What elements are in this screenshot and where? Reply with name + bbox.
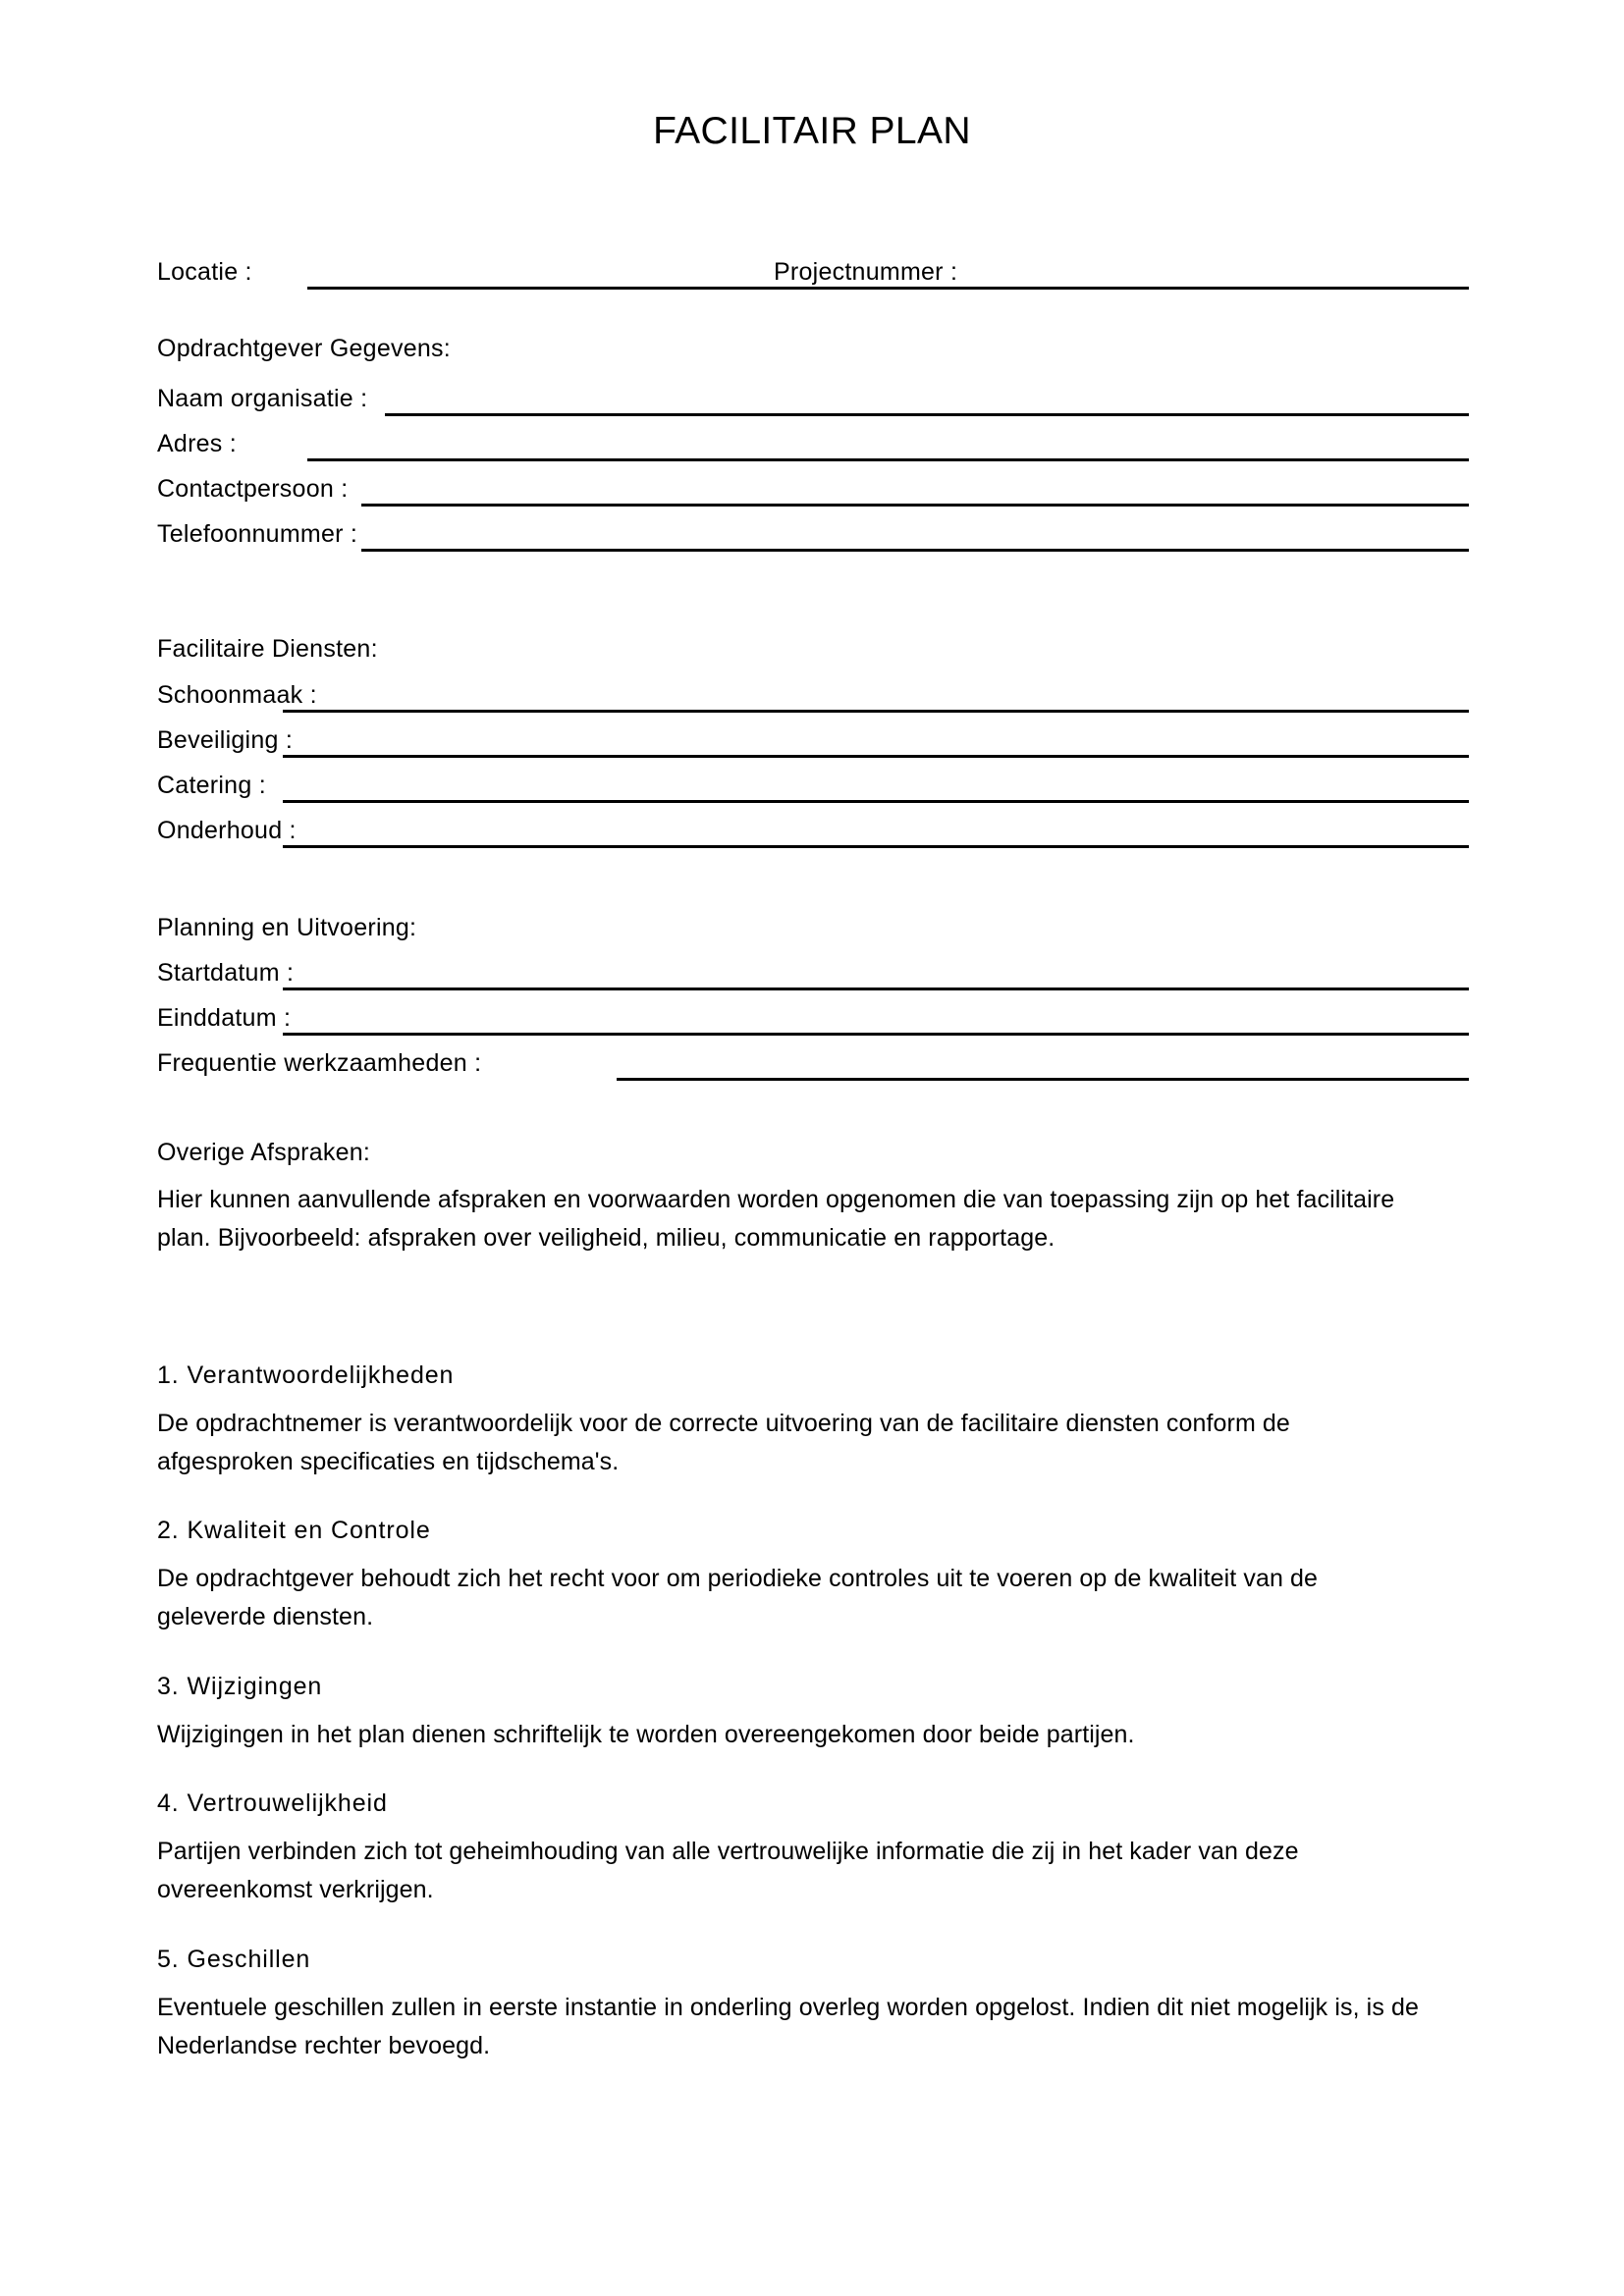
projectnummer-label: Projectnummer : xyxy=(774,258,958,286)
clause-1-body: De opdrachtnemer is verantwoordelijk voor de correcte uitvoering van de facilitaire diensten conform de afgesproken specificaties en tijdschema's. xyxy=(157,1410,1290,1475)
field-row-frequentie-werkzaamheden xyxy=(157,1048,1469,1082)
locatie-input-line[interactable] xyxy=(307,287,1469,290)
schoonmaak-label: Schoonmaak : xyxy=(157,681,317,709)
contactpersoon-input-line[interactable] xyxy=(361,504,1469,507)
field-row-locatie xyxy=(157,257,1469,291)
clause-1-title: 1. Verantwoordelijkheden xyxy=(157,1362,455,1389)
field-row-beveiliging xyxy=(157,725,1469,759)
other-agreements-heading: Overige Afspraken: xyxy=(157,1139,371,1166)
services-section-heading: Facilitaire Diensten: xyxy=(157,635,378,663)
contactpersoon-label: Contactpersoon : xyxy=(157,475,349,503)
naam-organisatie-label: Naam organisatie : xyxy=(157,385,368,412)
onderhoud-label: Onderhoud : xyxy=(157,817,297,844)
onderhoud-input-line[interactable] xyxy=(283,845,1469,848)
field-row-adres xyxy=(157,429,1469,462)
einddatum-input-line[interactable] xyxy=(283,1033,1469,1036)
clause-4-body: Partijen verbinden zich tot geheimhouding van alle vertrouwelijke informatie die zij in het kader van deze overeenkomst verkrijgen. xyxy=(157,1838,1299,1903)
telefoonnummer-input-line[interactable] xyxy=(361,549,1469,552)
field-row-catering xyxy=(157,771,1469,804)
field-row-contactpersoon xyxy=(157,474,1469,507)
catering-label: Catering : xyxy=(157,772,266,799)
einddatum-label: Einddatum : xyxy=(157,1004,292,1032)
frequentie-werkzaamheden-input-line[interactable] xyxy=(617,1078,1469,1081)
clause-2-title: 2. Kwaliteit en Controle xyxy=(157,1517,431,1544)
field-row-telefoonnummer xyxy=(157,519,1469,553)
beveiliging-input-line[interactable] xyxy=(283,755,1469,758)
startdatum-input-line[interactable] xyxy=(283,988,1469,990)
field-row-schoonmaak xyxy=(157,680,1469,714)
frequentie-werkzaamheden-label: Frequentie werkzaamheden : xyxy=(157,1049,482,1077)
clause-3-title: 3. Wijzigingen xyxy=(157,1673,323,1700)
clause-3-body: Wijzigingen in het plan dienen schriftelijk te worden overeengekomen door beide partijen. xyxy=(157,1721,1135,1748)
field-row-einddatum xyxy=(157,1003,1469,1037)
clause-5-body: Eventuele geschillen zullen in eerste instantie in onderling overleg worden opgelost. Indien dit niet mogelijk is, is de Nederlandse rechter bevoegd. xyxy=(157,1994,1419,2059)
other-agreements-body: Hier kunnen aanvullende afspraken en voorwaarden worden opgenomen die van toepassing zijn op het facilitaire plan. Bijvoorbeeld: afspraken over veiligheid, milieu, communicatie en rapportage. xyxy=(157,1186,1395,1252)
startdatum-label: Startdatum : xyxy=(157,959,295,987)
telefoonnummer-label: Telefoonnummer : xyxy=(157,520,358,548)
adres-label: Adres : xyxy=(157,430,237,457)
clause-2-body: De opdrachtgever behoudt zich het recht voor om periodieke controles uit te voeren op de kwaliteit van de geleverde diensten. xyxy=(157,1565,1319,1630)
page-title: FACILITAIR PLAN xyxy=(653,110,971,152)
field-row-naam-organisatie xyxy=(157,384,1469,417)
locatie-label: Locatie : xyxy=(157,258,252,286)
field-row-startdatum xyxy=(157,958,1469,991)
field-row-onderhoud xyxy=(157,816,1469,849)
naam-organisatie-input-line[interactable] xyxy=(385,413,1469,416)
schoonmaak-input-line[interactable] xyxy=(283,710,1469,713)
client-section-heading: Opdrachtgever Gegevens: xyxy=(157,335,451,362)
clause-4-title: 4. Vertrouwelijkheid xyxy=(157,1789,388,1817)
adres-input-line[interactable] xyxy=(307,458,1469,461)
clause-5-title: 5. Geschillen xyxy=(157,1946,311,1973)
catering-input-line[interactable] xyxy=(283,800,1469,803)
planning-section-heading: Planning en Uitvoering: xyxy=(157,914,417,941)
beveiliging-label: Beveiliging : xyxy=(157,726,294,754)
